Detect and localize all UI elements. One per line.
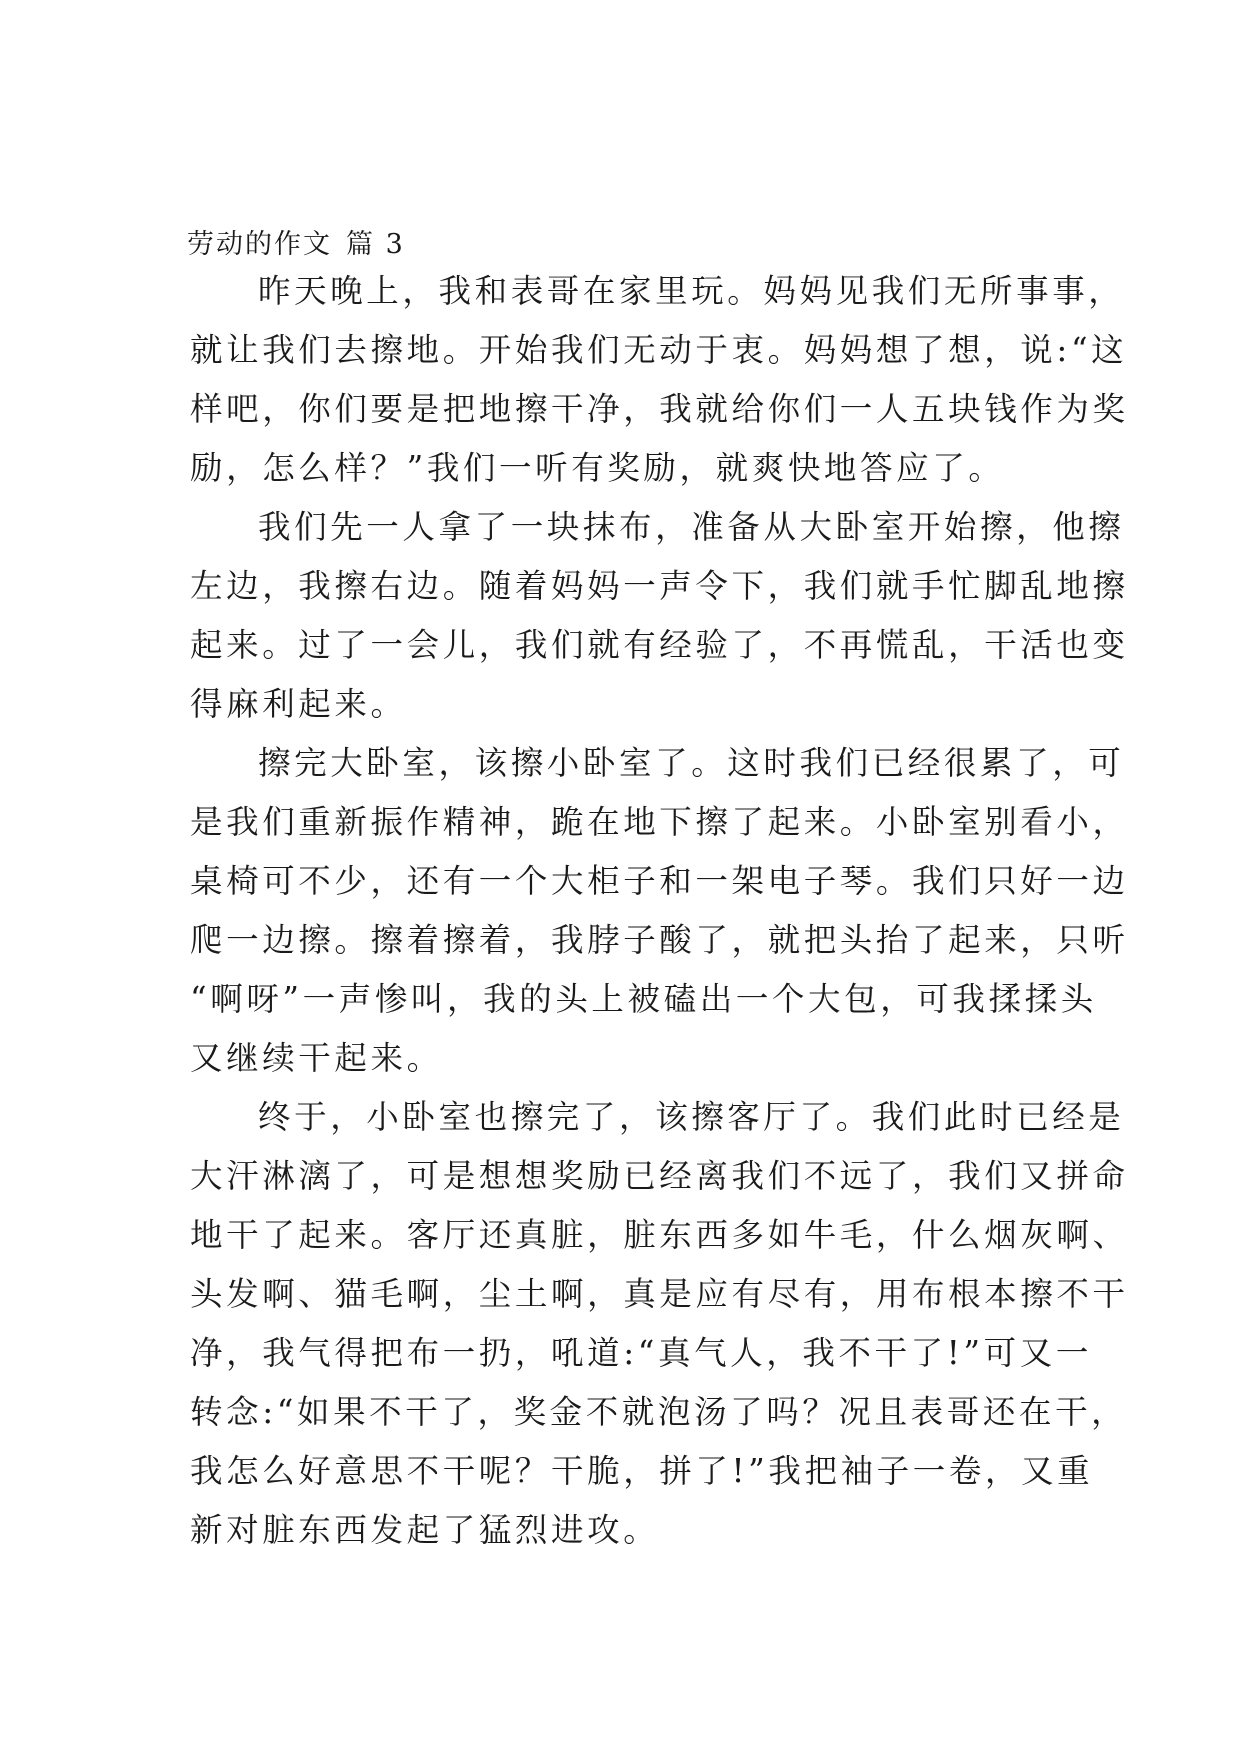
paragraph-3 — [190, 734, 1129, 1088]
paragraph-line: 得麻利起来。 — [190, 685, 407, 723]
paragraph-4 — [190, 1088, 1129, 1560]
paragraph-line: 大汗淋漓了，可是想想奖励已经离我们不远了，我们又拼命 — [190, 1157, 1129, 1195]
paragraph-line: 头发啊、猫毛啊，尘土啊，真是应有尽有，用布根本擦不干 — [190, 1275, 1129, 1313]
paragraph-line: 地干了起来。客厅还真脏，脏东西多如牛毛，什么烟灰啊、 — [190, 1216, 1129, 1254]
paragraph-line: 爬一边擦。擦着擦着，我脖子酸了，就把头抬了起来，只听 — [190, 921, 1129, 959]
paragraph-line: 起来。过了一会儿，我们就有经验了，不再慌乱，干活也变 — [190, 626, 1129, 664]
paragraph-line: 又继续干起来。 — [190, 1039, 443, 1077]
section-label: 篇 3 — [346, 229, 405, 260]
paragraph-1 — [190, 262, 1129, 498]
title-text: 劳动的作文 — [187, 229, 332, 260]
paragraph-line: 我怎么好意思不干呢？干脆，拼了!”我把袖子一卷，又重 — [190, 1452, 1094, 1490]
paragraph-line: 转念:“如果不干了，奖金不就泡汤了吗？况且表哥还在干， — [190, 1393, 1128, 1431]
paragraph-line: 左边，我擦右边。随着妈妈一声令下，我们就手忙脚乱地擦 — [190, 567, 1129, 605]
paragraph-line: 样吧，你们要是把地擦干净，我就给你们一人五块钱作为奖 — [190, 390, 1129, 428]
document-title — [187, 225, 405, 265]
paragraph-line: 昨天晚上，我和表哥在家里玩。妈妈见我们无所事事， — [258, 272, 1125, 310]
paragraph-line: 擦完大卧室，该擦小卧室了。这时我们已经很累了，可 — [258, 744, 1125, 782]
paragraph-line: 是我们重新振作精神，跪在地下擦了起来。小卧室别看小， — [190, 803, 1129, 841]
paragraph-line: 励，怎么样？”我们一听有奖励，就爽快地答应了。 — [190, 449, 1005, 487]
document-body — [190, 262, 1129, 1560]
paragraph-line: 就让我们去擦地。开始我们无动于衷。妈妈想了想，说:“这 — [190, 331, 1128, 369]
paragraph-line: 我们先一人拿了一块抹布，准备从大卧室开始擦，他擦 — [258, 508, 1125, 546]
paragraph-line: 净，我气得把布一扔，吼道:“真气人，我不干了!”可又一 — [190, 1334, 1092, 1372]
paragraph-line: 终于，小卧室也擦完了，该擦客厅了。我们此时已经是 — [258, 1098, 1125, 1136]
paragraph-line: 桌椅可不少，还有一个大柜子和一架电子琴。我们只好一边 — [190, 862, 1129, 900]
paragraph-2 — [190, 498, 1129, 734]
paragraph-line: “啊呀”一声惨叫，我的头上被磕出一个大包，可我揉揉头 — [190, 980, 1097, 1018]
paragraph-line: 新对脏东西发起了猛烈进攻。 — [190, 1511, 660, 1549]
